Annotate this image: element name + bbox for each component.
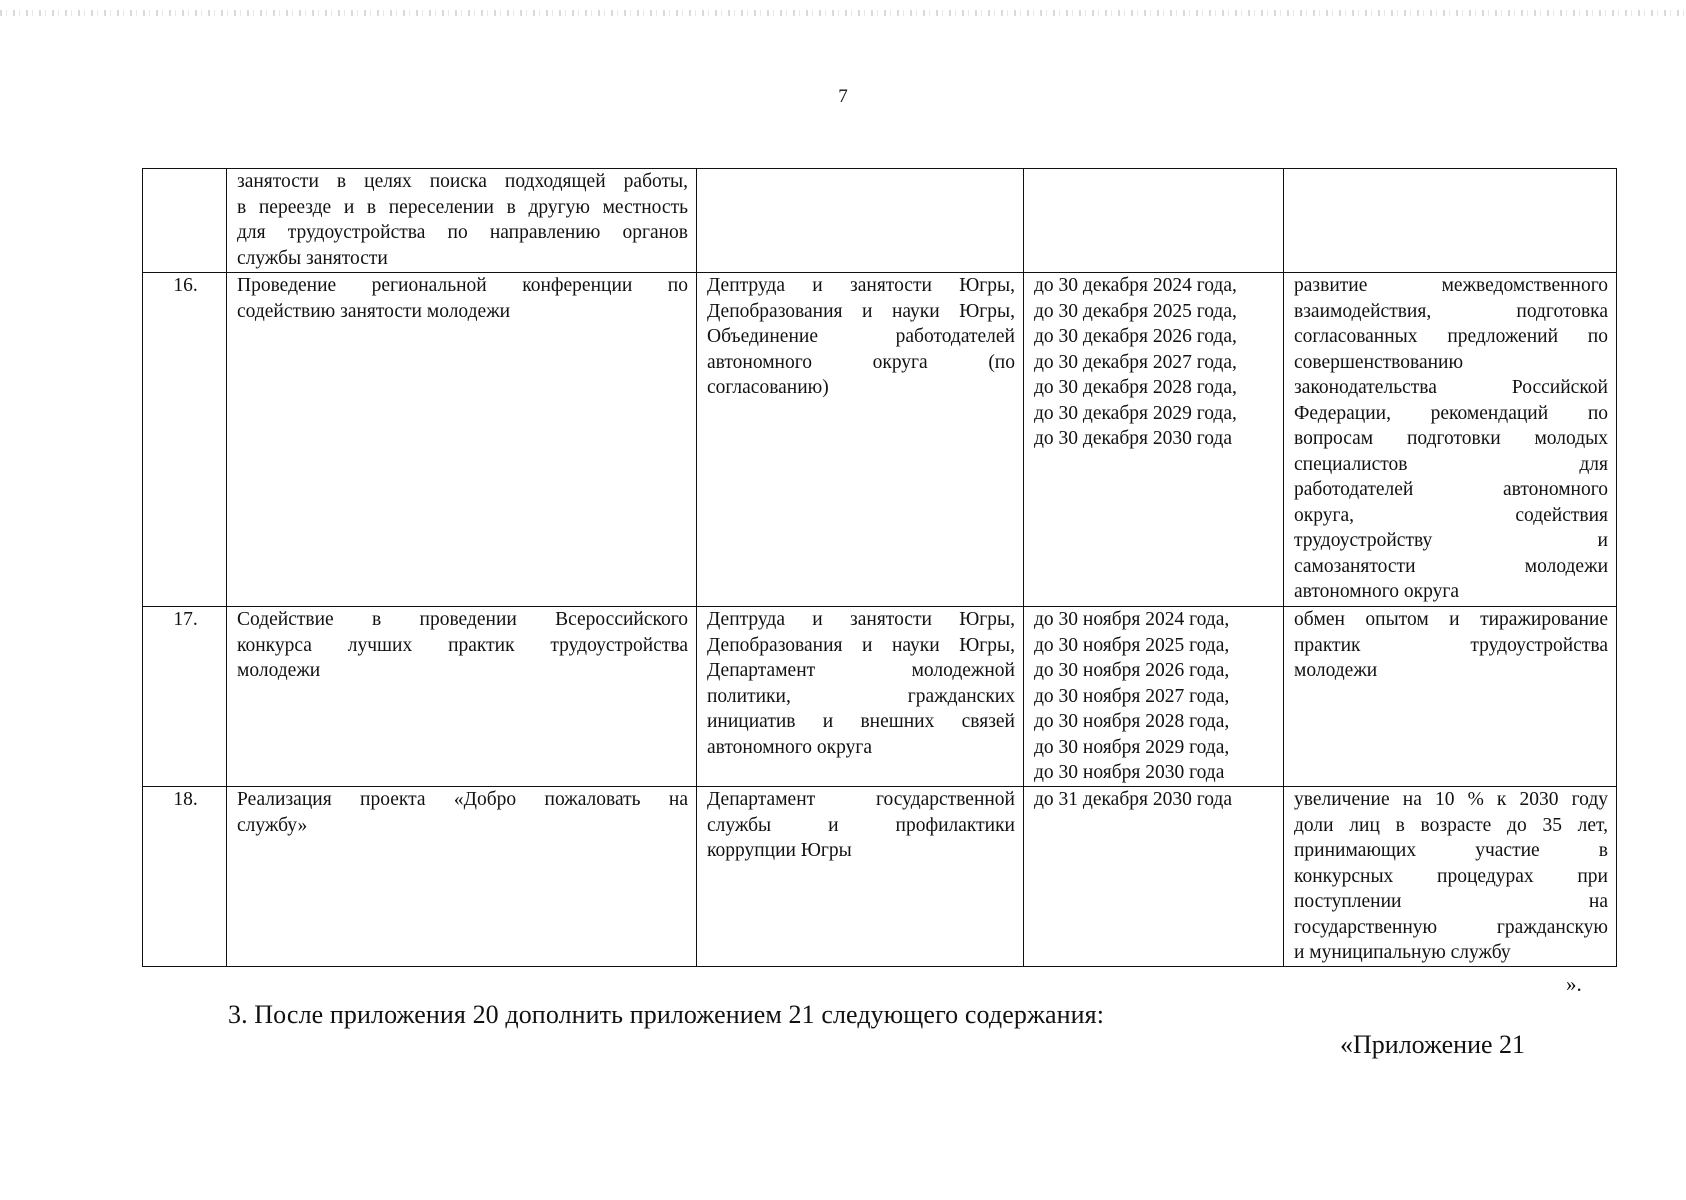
cell-result-line: автономного округа [1294,581,1459,602]
cell-result-line: конкурсных процедурах при [1294,865,1608,887]
cell-number: 18. [143,787,227,967]
cell-executors-line: Объединение работодателей [707,326,1015,347]
cell-deadlines-line: до 30 декабря 2024 года, [1034,275,1237,296]
cell-deadlines-line: до 31 декабря 2030 года [1034,789,1232,810]
cell-result-line: самозанятости молодежи [1294,555,1608,577]
closing-quote: ». [1566,972,1582,996]
table-row [143,607,1617,787]
cell-event-line: Реализация проекта «Добро пожаловать на [237,789,688,810]
cell-executors-line: автономного округа [707,736,872,758]
table-row-continuation [143,169,1617,273]
cell-deadlines-line: до 30 ноября 2028 года, [1034,711,1230,732]
cell-executors [697,787,1024,967]
cell-result-line: вопросам подготовки молодых [1294,428,1608,449]
cell-event [227,607,697,787]
cell-event [227,273,697,607]
cell-event [227,787,697,967]
amendment-paragraph: 3. После приложения 20 дополнить приложением 21 следующего содержания: [228,1000,1105,1029]
cell-deadlines-line: до 30 декабря 2030 года [1034,428,1232,449]
cell-event-line: занятости в целях поиска подходящей работы, [237,171,688,192]
table-row [143,273,1617,607]
cell-result [1284,273,1617,607]
cell-executors [697,607,1024,787]
cell-deadlines-line: до 30 декабря 2028 года, [1034,377,1237,398]
cell-deadlines [1024,787,1284,967]
cell-executors-line: Дептруда и занятости Югры, [707,609,1015,630]
cell-event [227,169,697,273]
cell-result-line: законодательства Российской [1294,377,1608,398]
cell-executors-line: инициатив и внешних связей [707,711,1015,732]
cell-event-line: конкурса лучших практик трудоустройства [237,634,688,656]
cell-event-line: службу» [237,814,308,836]
measures-table [142,168,1617,967]
cell-result-line: государственную гражданскую [1294,916,1608,938]
cell-deadlines-line: до 30 ноября 2024 года, [1034,609,1230,630]
cell-result-line: взаимодействия, подготовка [1294,300,1608,322]
cell-deadlines-line: до 30 ноября 2027 года, [1034,685,1230,707]
cell-number [143,169,227,273]
cell-deadlines-line: до 30 декабря 2027 года, [1034,351,1237,373]
cell-executors [697,169,1024,273]
cell-result-line: и муниципальную службу [1294,942,1511,963]
cell-executors-line: Депобразования и науки Югры, [707,300,1015,322]
cell-deadlines-line: до 30 ноября 2029 года, [1034,736,1230,758]
cell-deadlines-line: до 30 ноября 2025 года, [1034,634,1230,656]
cell-executors-line: службы и профилактики [707,814,1015,836]
page-number: 7 [838,86,848,107]
cell-deadlines-line: до 30 декабря 2025 года, [1034,300,1237,322]
cell-executors-line: Департамент государственной [707,789,1015,810]
cell-executors-line: автономного округа (по [707,351,1015,373]
scan-edge-artifact [0,10,1686,16]
cell-number: 16. [143,273,227,607]
cell-deadlines [1024,169,1284,273]
cell-result-line: округа, содействия [1294,504,1608,526]
cell-deadlines-line: до 30 ноября 2026 года, [1034,660,1230,681]
cell-result-line: принимающих участие в [1294,840,1608,861]
cell-deadlines-line: до 30 декабря 2029 года, [1034,402,1237,424]
cell-executors-line: Депобразования и науки Югры, [707,634,1015,656]
cell-result [1284,607,1617,787]
cell-event-line: для трудоустройства по направлению органов [237,222,688,243]
cell-result-line: работодателей автономного [1294,479,1608,500]
table-row [143,787,1617,967]
cell-executors-line: коррупции Югры [707,840,852,861]
cell-result-line: доли лиц в возрасте до 35 лет, [1294,814,1608,836]
cell-deadlines-line: до 30 ноября 2030 года [1034,762,1225,783]
cell-event-line: Проведение региональной конференции по [237,275,688,296]
cell-executors [697,273,1024,607]
cell-result-line: Федерации, рекомендаций по [1294,402,1608,424]
cell-executors-line: Дептруда и занятости Югры, [707,275,1015,296]
cell-result-line: развитие межведомственного [1294,275,1608,296]
cell-event-line: Содействие в проведении Всероссийского [237,609,688,630]
cell-result-line: поступлении на [1294,891,1608,912]
cell-result [1284,787,1617,967]
cell-event-line: в переезде и в переселении в другую местность [237,196,688,218]
cell-result-line: увеличение на 10 % к 2030 году [1294,789,1608,810]
cell-result-line: трудоустройству и [1294,530,1608,551]
cell-event-line: содействию занятости молодежи [237,300,511,322]
cell-result-line: специалистов для [1294,453,1608,475]
cell-result-line: совершенствованию [1294,351,1464,373]
cell-event-line: молодежи [237,660,321,681]
cell-result [1284,169,1617,273]
appendix-heading: «Приложение 21 [1340,1030,1526,1059]
cell-executors-line: согласованию) [707,377,829,398]
cell-result-line: согласованных предложений по [1294,326,1608,347]
cell-executors-line: Департамент молодежной [707,660,1015,681]
cell-result-line: молодежи [1294,660,1378,681]
cell-event-line: службы занятости [237,247,388,269]
cell-number: 17. [143,607,227,787]
cell-result-line: практик трудоустройства [1294,634,1608,656]
cell-result-line: обмен опытом и тиражирование [1294,609,1608,630]
cell-deadlines [1024,273,1284,607]
cell-deadlines-line: до 30 декабря 2026 года, [1034,326,1237,347]
cell-deadlines [1024,607,1284,787]
cell-executors-line: политики, гражданских [707,685,1015,707]
